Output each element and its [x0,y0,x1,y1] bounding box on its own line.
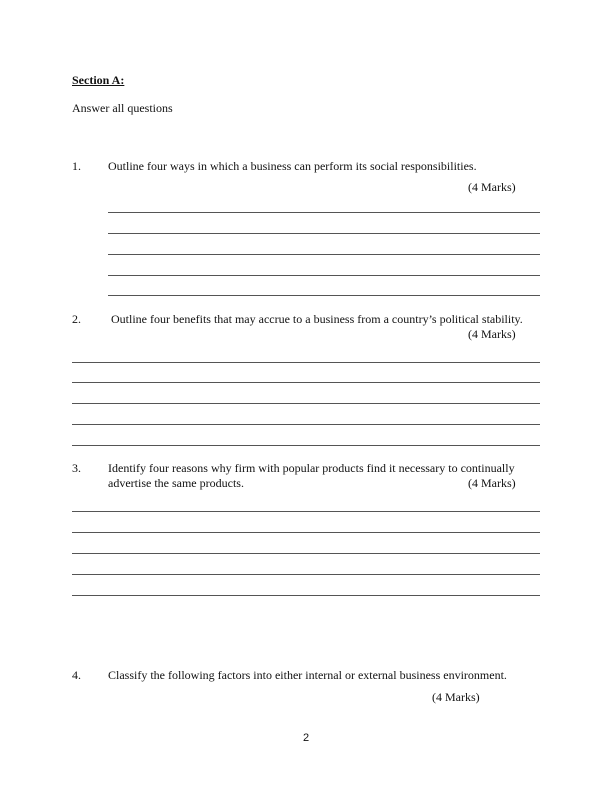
answer-line[interactable] [108,295,540,296]
answer-line[interactable] [72,445,540,446]
answer-line[interactable] [108,254,540,255]
answer-line[interactable] [72,574,540,575]
question-marks: (4 Marks) [468,180,516,194]
answer-line[interactable] [108,275,540,276]
question-marks: (4 Marks) [468,327,516,341]
question-text: Classify the following factors into either internal or external business environment. [108,668,507,682]
question-text: Outline four ways in which a business can perform its social responsibilities. [108,159,477,173]
question-number: 1. [72,159,81,173]
question-marks: (4 Marks) [432,690,480,704]
section-instruction: Answer all questions [72,101,173,115]
question-number: 4. [72,668,81,682]
answer-line[interactable] [72,382,540,383]
question-text-line1: Identify four reasons why firm with popular products find it necessary to continually [108,461,515,475]
answer-line[interactable] [72,403,540,404]
question-text: Outline four benefits that may accrue to a business from a country’s political stability. [111,312,523,326]
section-heading: Section A: [72,73,125,87]
answer-line[interactable] [108,212,540,213]
answer-line[interactable] [72,553,540,554]
question-text-line2: advertise the same products. [108,476,244,490]
question-number: 2. [72,312,81,326]
answer-line[interactable] [72,362,540,363]
page-number: 2 [303,732,310,744]
answer-line[interactable] [72,424,540,425]
answer-line[interactable] [72,595,540,596]
question-number: 3. [72,461,81,475]
answer-line[interactable] [72,511,540,512]
answer-line[interactable] [108,233,540,234]
answer-line[interactable] [72,532,540,533]
question-marks: (4 Marks) [468,476,516,490]
